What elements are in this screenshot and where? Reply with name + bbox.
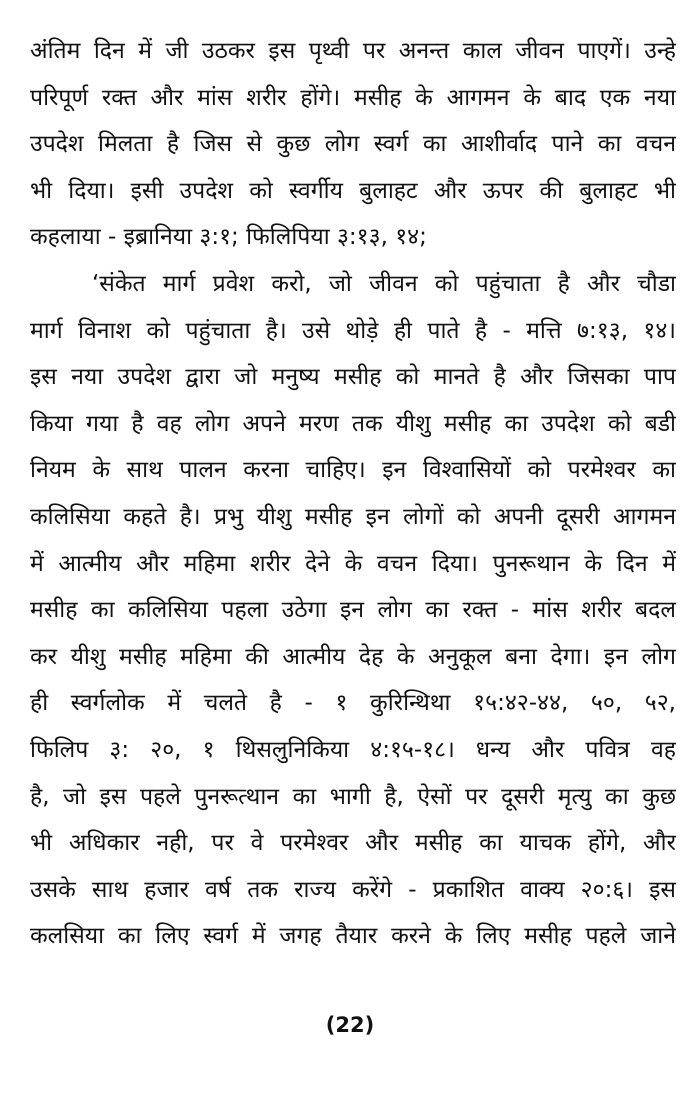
text-line: मसीह का कलिसिया पहला उठेगा इन लोग का रक्त - मांस शरीर बदल — [30, 597, 676, 624]
text-line: भी अधिकार नही, पर वे परमेश्वर और मसीह का याचक होंगे, और — [30, 830, 676, 857]
text-line: परिपूर्ण रक्त और मांस शरीर होंगे। मसीह के आगमन के बाद एक नया — [30, 84, 676, 111]
text-line: ही स्वर्गलोक में चलते है - १ कुरिन्थिथा १५:४२-४४, ५०, ५२, — [30, 690, 676, 717]
text-line: उपदेश मिलता है जिस से कुछ लोग स्वर्ग का आशीर्वाद पाने का वचन — [30, 131, 676, 158]
page-number: (22) — [325, 1013, 375, 1037]
text-line: अंतिम दिन में जी उठकर इस पृथ्वी पर अनन्त काल जीवन पाएगें। उन्हे — [30, 38, 676, 64]
text-line: नियम के साथ पालन करना चाहिए। इन विश्वासियों को परमेश्वर का — [30, 457, 676, 484]
text-line: मार्ग विनाश को पहुंचाता है। उसे थोड़े ही पाते है - मत्ति ७:१३, १४। — [30, 317, 676, 344]
text-line: में आत्मीय और महिमा शरीर देने के वचन दिया। पुनरूथान के दिन में — [30, 550, 676, 577]
text-line: भी दिया। इसी उपदेश को स्वर्गीय बुलाहट और ऊपर की बुलाहट भी — [30, 177, 676, 204]
text-line: फिलिप ३: २०, १ थिसलुनिकिया ४:१५-१८। धन्य और पवित्र वह — [30, 736, 676, 763]
text-line: कलिसिया कहते है। प्रभु यीशु मसीह इन लोगों को अपनी दूसरी आगमन — [30, 503, 676, 530]
text-line: है, जो इस पहले पुनरूत्थान का भागी है, ऐसों पर दूसरी मृत्यु का कुछ — [30, 783, 676, 810]
text-line: कर यीशु मसीह महिमा की आत्मीय देह के अनुकूल बना देगा। इन लोग — [30, 643, 676, 670]
text-line: कलसिया का लिए स्वर्ग में जगह तैयार करने के लिए मसीह पहले जाने — [30, 923, 676, 950]
text-line: कहलाया - इब्रानिया ३:१; फिलिपिया ३:१३, १४; — [30, 224, 427, 251]
text-line: उसके साथ हजार वर्ष तक राज्य करेंगे - प्रकाशित वाक्य २०:६। इस — [30, 876, 676, 903]
text-line: किया गया है वह लोग अपने मरण तक यीशु मसीह का उपदेश को बडी — [30, 410, 676, 437]
body-text — [30, 28, 676, 960]
paragraph-first-line: ‘संकेत मार्ग प्रवेश करो, जो जीवन को पहुंचाता है और चौडा — [92, 270, 676, 297]
text-line: इस नया उपदेश द्वारा जो मनुष्य मसीह को मानते है और जिसका पाप — [30, 364, 676, 391]
